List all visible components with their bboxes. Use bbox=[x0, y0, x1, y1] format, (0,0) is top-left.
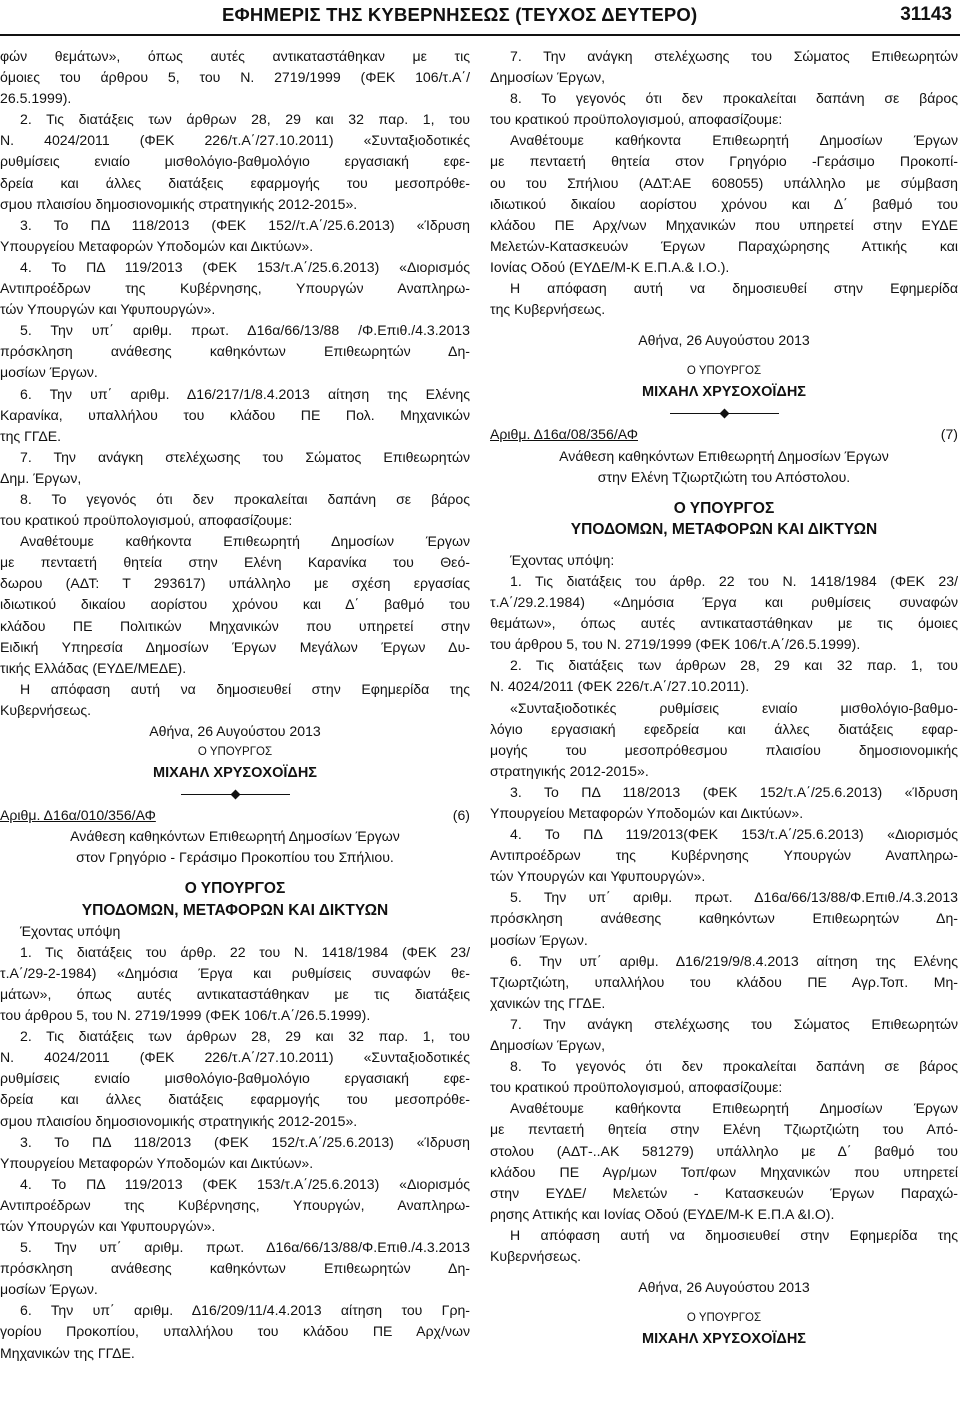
text-line: 7. Την ανάγκη στελέχωσης του Σώματος Επιθεωρητών bbox=[510, 1015, 958, 1032]
text-line: πρόσκληση ανάθεσης καθηκόντων Επιθεωρητών Δη- bbox=[0, 1260, 470, 1277]
paragraph bbox=[0, 1237, 470, 1300]
text-line: του άρθρου 5, του Ν. 2719/1999 (ΦΕΚ 106/τ.Α΄/26.5.1999). bbox=[0, 1007, 371, 1024]
section-heading: Ο ΥΠΟΥΡΓΟΣ bbox=[673, 499, 775, 517]
text-line: ιδιωτικού δικαίου αορίστου χρόνου και Δ΄ βαθμό του bbox=[0, 596, 470, 613]
text-line: 1. Τις διατάξεις του άρθρ. 22 του Ν. 1418/1984 (ΦΕΚ 23/ bbox=[510, 572, 958, 589]
paragraph bbox=[490, 130, 958, 278]
text-line: ρυθμίσεις ενιαίο μισθολόγιο-βαθμολόγιο εργασιακή εφε- bbox=[0, 1070, 470, 1087]
decision-reference: Αριθμ. Δ16α/08/356/ΑΦ bbox=[490, 426, 638, 443]
text-line: Αναθέτουμε καθήκοντα Επιθεωρητή Δημοσίων Έργων bbox=[510, 1100, 958, 1117]
text-line: τικής Ελλάδας (ΕΥΔΕ/ΜΕΔΕ). bbox=[0, 659, 187, 676]
section-heading: Ο ΥΠΟΥΡΓΟΣ bbox=[184, 880, 286, 898]
text-line: Τζιωρτζιώτη, υπαλλήλου του κλάδου ΠΕ Αγρ.Τοπ. Μη- bbox=[490, 973, 958, 990]
section-heading: ΥΠΟΔΟΜΩΝ, ΜΕΤΑΦΟΡΩΝ ΚΑΙ ΔΙΚΤΥΩΝ bbox=[570, 520, 878, 538]
paragraph bbox=[490, 698, 958, 782]
text-line: 6. Την υπ΄ αριθμ. Δ16/219/9/8.4.2013 αίτηση της Ελένης bbox=[510, 952, 958, 969]
text-line: κλάδου ΠΕ Πολιτικών Μηχανικών που υπηρετεί στην bbox=[0, 617, 470, 634]
text-line: 5. Την υπ΄ αριθμ. πρωτ. Δ16α/66/13/88/Φ.Επιθ./4.3.2013 bbox=[20, 1239, 470, 1256]
decision-title-line: στην Ελένη Τζιωρτζιώτη του Απόστολου. bbox=[597, 468, 851, 485]
minister-label: Ο ΥΠΟΥΡΓΟΣ bbox=[686, 1312, 762, 1325]
text-line: Δημοσίων Έργων, bbox=[490, 69, 606, 86]
text-line: 3. Το ΠΔ 118/2013 (ΦΕΚ 152//τ.Α΄/25.6.2013) «Ίδρυση bbox=[20, 216, 470, 233]
text-line: όμοιες του άρθρου 5, του Ν. 2719/1999 (ΦΕΚ 106/τ.Α΄/ bbox=[0, 69, 470, 86]
text-line: Η απόφαση αυτή να δημοσιευθεί στην Εφημερίδα της bbox=[20, 680, 470, 697]
text-line: Αντιπροέδρων της Κυβέρνησης, Υπουργών, Αναπληρω- bbox=[0, 1196, 470, 1213]
text-line: γορίου Προκοπίου, υπαλλήλου του κλάδου ΠΕ Αρχ/νων bbox=[0, 1323, 470, 1340]
text-line: Υπουργείου Μεταφορών Υποδομών και Δικτύων». bbox=[0, 1154, 314, 1171]
text-line: Αναθέτουμε καθήκοντα Επιθεωρητή Δημοσίων Έργων bbox=[20, 533, 470, 550]
text-line: ρησης Αττικής και Ιονίας Οδού (ΕΥΔΕ/Μ-Κ Ε.Π.Α &Ι.Ο). bbox=[490, 1205, 835, 1222]
text-line: 5. Την υπ΄ αριθμ. πρωτ. Δ16α/66/13/88 /Φ.Επιθ./4.3.2013 bbox=[20, 322, 470, 339]
paragraph bbox=[490, 88, 958, 130]
paragraph bbox=[490, 1014, 958, 1056]
text-line: του άρθρου 5, του Ν. 2719/1999 (ΦΕΚ 106/τ.Α΄/26.5.1999). bbox=[490, 636, 861, 653]
text-line: της Κυβερνήσεως. bbox=[490, 301, 606, 318]
text-line: Υπουργείου Μεταφορών Υποδομών και Δικτύων». bbox=[0, 237, 314, 254]
section-divider bbox=[0, 784, 470, 805]
text-line: δρεία και άλλες διατάξεις εφαρμογής του μεσοπρόθε- bbox=[0, 1091, 470, 1108]
page-header bbox=[0, 0, 960, 36]
decision-title-line: Ανάθεση καθηκόντων Επιθεωρητή Δημοσίων Έργων bbox=[559, 447, 889, 464]
text-line: με πενταετή θητεία στην Ελένη Τζιωρτζιώτη του Από- bbox=[490, 1121, 958, 1138]
text-line: της ΓΓΔΕ. bbox=[0, 427, 62, 444]
text-line: 7. Την ανάγκη στελέχωσης του Σώματος Επιθεωρητών bbox=[20, 448, 470, 465]
text-line: τών Υπουργών και Υφυπουργών». bbox=[490, 868, 706, 885]
text-line: ιδιωτικού δικαίου αορίστου χρόνου και Δ΄ βαθμό του bbox=[490, 195, 958, 212]
date-line: Αθήνα, 26 Αυγούστου 2013 bbox=[638, 1279, 810, 1296]
text-line: Κυβερνήσεως. bbox=[0, 701, 92, 718]
text-line: 3. Το ΠΔ 118/2013 (ΦΕΚ 152/τ.Α΄/25.6.2013) «Ίδρυση bbox=[20, 1133, 470, 1150]
paragraph bbox=[490, 46, 958, 88]
decision-title-line: Ανάθεση καθηκόντων Επιθεωρητή Δημοσίων Έργων bbox=[70, 828, 400, 845]
paragraph bbox=[0, 109, 470, 214]
text-line: στην ΕΥΔΕ/ Μελετών - Κατασκευών Έργων Παραχώ- bbox=[490, 1184, 958, 1201]
text-line: μοσίων Έργων. bbox=[0, 1281, 98, 1298]
paragraph bbox=[0, 215, 470, 257]
text-line: Αναθέτουμε καθήκοντα Επιθεωρητή Δημοσίων Έργων bbox=[510, 132, 958, 149]
paragraph bbox=[0, 679, 470, 721]
text-line: «Συνταξιοδοτικές ρυθμίσεις ενιαίο μισθολόγιο-βαθμο- bbox=[510, 699, 958, 716]
text-line: Η απόφαση αυτή να δημοσιευθεί στην Εφημερίδα bbox=[510, 280, 958, 297]
header-rule bbox=[0, 34, 960, 36]
paragraph bbox=[0, 531, 470, 679]
paragraph bbox=[0, 384, 470, 447]
text-line: φών θεμάτων», όπως αυτές αντικαταστάθηκαν με τις bbox=[0, 48, 470, 64]
paragraph bbox=[0, 1174, 470, 1237]
text-line: μογής του μεσοπρόθεσμου πλαισίου δημοσιονομικής bbox=[490, 741, 958, 758]
paragraph bbox=[490, 782, 958, 824]
paragraph bbox=[490, 1098, 958, 1225]
text-line: μοσίων Έργων. bbox=[490, 931, 588, 948]
minister-name: ΜΙΧΑΗΛ ΧΡΥΣΟΧΟΪΔΗΣ bbox=[642, 384, 806, 401]
text-line: λόγιο εργασιακή εφεδρεία και άλλες διατάξεις εφαρ- bbox=[490, 720, 958, 737]
text-line: Αντιπροέδρων της Κυβέρνησης, Υπουργών Αναπληρω- bbox=[0, 280, 470, 297]
text-line: με πενταετή θητεία στον Γρηγόριο -Γεράσιμο Προκοπί- bbox=[490, 153, 958, 170]
paragraph bbox=[0, 1132, 470, 1174]
left-column bbox=[0, 46, 470, 1364]
paragraph bbox=[0, 1300, 470, 1363]
text-line: 2. Τις διατάξεις των άρθρων 28, 29 και 32 παρ. 1, του bbox=[20, 1028, 470, 1045]
text-line: δωρου (ΑΔΤ: Τ 293617) υπάλληλο με σχέση εργασίας bbox=[0, 575, 470, 592]
text-line: 4. Το ΠΔ 119/2013 (ΦΕΚ 153/τ.Α΄/25.6.2013) «Διορισμός bbox=[20, 1175, 470, 1192]
paragraph bbox=[490, 278, 958, 320]
paragraph bbox=[0, 257, 470, 320]
text-line: 2. Τις διατάξεις των άρθρων 28, 29 και 32 παρ. 1, του bbox=[510, 657, 958, 674]
text-line: κλάδου ΠΕ Αγρ/μων Τοπ/φων Μηχανικών που υπηρετεί bbox=[490, 1163, 958, 1180]
text-line: δρεία και άλλες διατάξεις εφαρμογής του μεσοπρόθε- bbox=[0, 174, 470, 191]
text-line: Μελετών-Κατασκευών Έργων Παραχώρησης Αττικής και bbox=[490, 237, 958, 254]
text-line: Καρανίκα, υπαλλήλου του κλάδου ΠΕ Πολ. Μηχανικών bbox=[0, 406, 470, 423]
text-line: σμου πλαισίου δημοσιονομικής στρατηγικής 2012-2015». bbox=[0, 195, 358, 212]
paragraph bbox=[0, 46, 470, 109]
text-line: 6. Την υπ΄ αριθμ. Δ16/217/1/8.4.2013 αίτηση της Ελένης bbox=[20, 385, 470, 402]
diamond-icon bbox=[719, 409, 729, 419]
text-line: Δημοσίων Έργων, bbox=[490, 1037, 606, 1054]
text-line: με πενταετή θητεία στην Ελένη Καρανίκα του Θεό- bbox=[0, 554, 470, 571]
paragraph bbox=[490, 951, 958, 1014]
text-line: 4. Το ΠΔ 119/2013(ΦΕΚ 153/τ.Α΄/25.6.2013) «Διορισμός bbox=[510, 826, 958, 843]
decision-number: (6) bbox=[452, 807, 470, 824]
text-line: 26.5.1999). bbox=[0, 90, 72, 107]
text-line: του κρατικού προϋπολογισμού, αποφασίζουμε: bbox=[0, 512, 293, 529]
text-line: πρόσκληση ανάθεσης καθηκόντων Επιθεωρητών Δη- bbox=[490, 910, 958, 927]
paragraph bbox=[490, 824, 958, 887]
paragraph bbox=[0, 320, 470, 383]
minister-name: ΜΙΧΑΗΛ ΧΡΥΣΟΧΟΪΔΗΣ bbox=[153, 765, 317, 782]
minister-label: Ο ΥΠΟΥΡΓΟΣ bbox=[197, 746, 273, 759]
text-line: Δημ. Έργων, bbox=[0, 469, 82, 486]
text-line: 6. Την υπ΄ αριθμ. Δ16/209/11/4.4.2013 αίτηση του Γρη- bbox=[20, 1302, 470, 1319]
text-line: Υπουργείου Μεταφορών Υποδομών και Δικτύων». bbox=[490, 805, 804, 821]
text-line: 8. Το γεγονός ότι δεν προκαλείται δαπάνη σε βάρος bbox=[510, 1058, 958, 1075]
text-line: Αντιπροέδρων της Κυβέρνησης Υπουργών Αναπληρω- bbox=[490, 847, 958, 864]
text-line: μάτων», όπως αυτές αντικαταστάθηκαν με τις διατάξεις bbox=[0, 985, 470, 1002]
text-line: του κρατικού προϋπολογισμού, αποφασίζουμε: bbox=[490, 1079, 783, 1096]
decision-header bbox=[0, 805, 470, 826]
text-line: μοσίων Έργων. bbox=[0, 364, 98, 381]
section-heading: ΥΠΟΔΟΜΩΝ, ΜΕΤΑΦΟΡΩΝ ΚΑΙ ΔΙΚΤΥΩΝ bbox=[81, 901, 389, 919]
paragraph bbox=[0, 1026, 470, 1131]
text-line: του κρατικού προϋπολογισμού, αποφασίζουμε: bbox=[490, 111, 783, 128]
text-line: Κυβερνήσεως. bbox=[490, 1247, 582, 1264]
paragraph bbox=[490, 887, 958, 950]
text-line: Ν. 4024/2011 (ΦΕΚ 226/τ.Α΄/27.10.2011) «Συνταξιοδοτικές bbox=[0, 1049, 470, 1066]
paragraph bbox=[490, 1225, 958, 1267]
text-line: 5. Την υπ΄ αριθμ. πρωτ. Δ16α/66/13/88/Φ.Επιθ./4.3.2013 bbox=[510, 889, 958, 906]
text-line: ρυθμίσεις ενιαίο μισθολόγιο-βαθμολόγιο εργασιακή εφε- bbox=[0, 153, 470, 170]
text-line: τών Υπουργών και Υφυπουργών». bbox=[0, 1217, 216, 1234]
text-line: πρόσκληση ανάθεσης καθηκόντων Επιθεωρητών Δη- bbox=[0, 343, 470, 360]
minister-name: ΜΙΧΑΗΛ ΧΡΥΣΟΧΟΪΔΗΣ bbox=[642, 1331, 806, 1348]
paragraph bbox=[0, 447, 470, 489]
text-line: τών Υπουργών και Υφυπουργών». bbox=[0, 301, 216, 318]
text-line: 7. Την ανάγκη στελέχωσης του Σώματος Επιθεωρητών bbox=[510, 48, 958, 64]
text-line: 4. Το ΠΔ 119/2013 (ΦΕΚ 153/τ.Α΄/25.6.2013) «Διορισμός bbox=[20, 258, 470, 275]
minister-label: Ο ΥΠΟΥΡΓΟΣ bbox=[686, 365, 762, 378]
decision-title-line: στον Γρηγόριο - Γεράσιμο Προκοπίου του Σπήλιου. bbox=[76, 849, 394, 866]
text-line: στολου (ΑΔΤ-..ΑΚ 581279) υπάλληλο με Δ΄ βαθμό του bbox=[490, 1142, 958, 1159]
right-column bbox=[490, 46, 958, 1350]
text-line: τ.Α΄/29-2-1984) «Δημόσια Έργα και ρυθμίσεις συναφών θε- bbox=[0, 964, 470, 981]
text-line: Η απόφαση αυτή να δημοσιευθεί στην Εφημερίδα της bbox=[510, 1226, 958, 1243]
gazette-title: ΕΦΗΜΕΡΙΣ ΤΗΣ ΚΥΒΕΡΝΗΣΕΩΣ (ΤΕΥΧΟΣ ΔΕΥΤΕΡΟ) bbox=[222, 4, 698, 25]
section-divider bbox=[490, 403, 958, 424]
text-line: θεμάτων», όπως αυτές αντικαταστάθηκαν με τις όμοιες bbox=[490, 615, 958, 632]
text-line: σμου πλαισίου δημοσιονομικής στρατηγικής 2012-2015». bbox=[0, 1112, 358, 1129]
decision-reference: Αριθμ. Δ16α/010/356/ΑΦ bbox=[0, 807, 156, 824]
paragraph bbox=[490, 1056, 958, 1098]
paragraph bbox=[0, 942, 470, 1026]
text-line: κλάδου ΠΕ Αρχ/νων Μηχανικών που υπηρετεί στην ΕΥΔΕ bbox=[490, 216, 958, 233]
page-number: 31143 bbox=[900, 4, 952, 25]
text-line: Ειδική Υπηρεσία Δημοσίων Έργων Μεγάλων Έργων Δυ- bbox=[0, 638, 470, 655]
date-line: Αθήνα, 26 Αυγούστου 2013 bbox=[638, 332, 810, 349]
text-line: Μηχανικών της ΓΓΔΕ. bbox=[0, 1344, 135, 1361]
having-line: Έχοντας υπόψη bbox=[20, 922, 121, 939]
having-line: Έχοντας υπόψη: bbox=[510, 551, 615, 568]
text-line: 3. Το ΠΔ 118/2013 (ΦΕΚ 152/τ.Α΄/25.6.2013) «Ίδρυση bbox=[510, 783, 958, 800]
decision-number: (7) bbox=[940, 426, 958, 443]
text-line: Ν. 4024/2011 (ΦΕΚ 226/τ.Α΄/27.10.2011). bbox=[490, 678, 750, 695]
text-line: Ιονίας Οδού (ΕΥΔΕ/Μ-Κ Ε.Π.Α.& Ι.Ο.). bbox=[490, 258, 730, 275]
text-line: 8. Το γεγονός ότι δεν προκαλείται δαπάνη σε βάρος bbox=[20, 490, 470, 507]
text-line: Ν. 4024/2011 (ΦΕΚ 226/τ.Α΄/27.10.2011) «Συνταξιοδοτικές bbox=[0, 132, 470, 149]
text-line: 2. Τις διατάξεις των άρθρων 28, 29 και 32 παρ. 1, του bbox=[20, 111, 470, 128]
text-line: 8. Το γεγονός ότι δεν προκαλείται δαπάνη σε βάρος bbox=[510, 90, 958, 107]
diamond-icon bbox=[230, 790, 240, 800]
paragraph bbox=[490, 571, 958, 655]
date-line: Αθήνα, 26 Αυγούστου 2013 bbox=[149, 723, 321, 739]
decision-header bbox=[490, 424, 958, 445]
paragraph bbox=[490, 655, 958, 697]
text-line: 1. Τις διατάξεις του άρθρ. 22 του Ν. 1418/1984 (ΦΕΚ 23/ bbox=[20, 943, 470, 960]
text-line: χανικών της ΓΓΔΕ. bbox=[490, 994, 606, 1011]
text-line: στρατηγικής 2012-2015». bbox=[490, 762, 649, 779]
text-line: τ.Α΄/29.2.1984) «Δημόσια Έργα και ρυθμίσεις συναφών bbox=[490, 594, 958, 611]
text-line: ου του Σπήλιου (ΑΔΤ:ΑΕ 608055) υπάλληλο με σύμβαση bbox=[490, 174, 958, 191]
paragraph bbox=[0, 489, 470, 531]
